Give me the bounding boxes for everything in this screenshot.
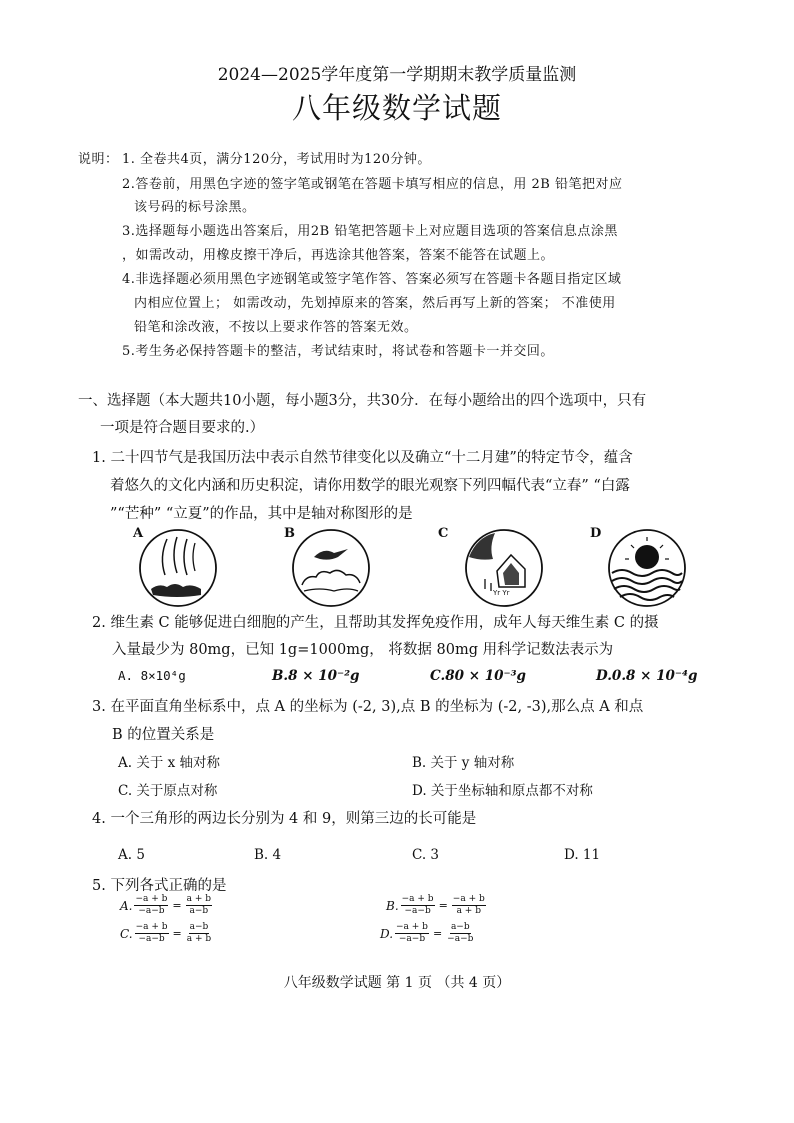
question-5-option-d: D. $\frac{-a + b}{-a-b}$ = $\frac{a-b}{-a-b}$ xyxy=(380,922,474,944)
figure-b-bailu xyxy=(290,527,372,609)
question-4-option-d: D. 11 xyxy=(564,847,601,863)
note-line: 1. 全卷共4页，满分120分，考试用时为120分钟。 xyxy=(122,152,431,167)
figure-label-a: A xyxy=(133,526,144,541)
question-4-option-b: B. 4 xyxy=(254,847,282,863)
note-line: 4.非选择题必须用黑色字迹钢笔或签字笔作答、答案必须写在答题卡各题目指定区域 xyxy=(122,272,622,287)
fraction: $\frac{-a + b}{-a-b}$ xyxy=(401,894,434,916)
figure-a-lichun xyxy=(137,527,219,609)
question-4-option-a: A. 5 xyxy=(118,847,145,863)
note-line: 该号码的标号涂黑。 xyxy=(134,200,256,215)
note-line: 2.答卷前，用黑色字迹的签字笔或钢笔在答题卡填写相应的信息，用 2B 铅笔把对应 xyxy=(122,177,623,192)
figure-label-b: B xyxy=(284,526,295,541)
question-2-option-b: B.8 × 10⁻²g xyxy=(272,668,360,684)
subject-title: 八年级数学试题 xyxy=(291,91,502,125)
note-line: 5.考生务必保持答题卡的整洁，考试结束时，将试卷和答题卡一并交回。 xyxy=(122,344,554,359)
exam-title: 2024—2025学年度第一学期期末教学质量监测 xyxy=(217,65,577,85)
question-4-text: 4. 一个三角形的两边长分别为 4 和 9，则第三边的长可能是 xyxy=(92,811,477,827)
fraction: $\frac{-a + b}{-a-b}$ xyxy=(135,894,168,916)
figure-c-mangzhong xyxy=(463,527,545,609)
notes-label: 说明： xyxy=(78,152,119,167)
question-2-text: 2. 维生素 C 能够促进白细胞的产生，且帮助其发挥免疫作用，成年人每天维生素 C 的摄 xyxy=(92,615,659,631)
question-3-option-d: D. 关于坐标轴和原点都不对称 xyxy=(412,783,593,799)
question-5-option-b: B. $\frac{-a + b}{-a-b}$ = $\frac{-a + b}{a + b}$ xyxy=(386,894,485,916)
question-3-text: 3. 在平面直角坐标系中，点 A 的坐标为 (-2, 3),点 B 的坐标为 (-2, -3),那么点 A 和点 xyxy=(92,699,644,715)
figure-label-c: C xyxy=(438,526,449,541)
fraction: $\frac{-a + b}{-a-b}$ xyxy=(396,922,428,944)
note-line: 3.选择题每小题选出答案后，用2B 铅笔把答题卡上对应题目选项的答案信息点涂黑 xyxy=(122,224,618,239)
section-heading-cont: 一项是符合题目要求的.） xyxy=(100,420,265,436)
section-heading: 一、选择题（本大题共10小题，每小题3分，共30分．在每小题给出的四个选项中，只有 xyxy=(78,393,647,409)
question-3-option-a: A. 关于 x 轴对称 xyxy=(118,755,221,771)
question-5-option-a: A. $\frac{-a + b}{-a-b}$ = $\frac{a + b}{a-b}$ xyxy=(120,894,212,916)
fraction: $\frac{-a + b}{a + b}$ xyxy=(452,894,485,916)
question-2-option-d: D.0.8 × 10⁻⁴g xyxy=(596,668,698,684)
question-4-option-c: C. 3 xyxy=(412,847,440,863)
question-1-text: 1. 二十四节气是我国历法中表示自然节律变化以及确立“十二月建”的特定节令，蕴含 xyxy=(92,450,633,466)
figure-d-lixia xyxy=(606,527,688,609)
question-2-text: 入量最少为 80mg，已知 1g=1000mg， 将数据 80mg 用科学记数法表示为 xyxy=(112,642,614,658)
question-5-option-c: C. $\frac{-a + b}{-a-b}$ = $\frac{a-b}{a + b}$ xyxy=(120,922,212,944)
question-2-option-a: A. 8×10⁴g xyxy=(118,668,186,683)
note-line: 内相应位置上； 如需改动，先划掉原来的答案，然后再写上新的答案； 不准使用 xyxy=(134,296,616,311)
note-line: ，如需改动，用橡皮擦干净后，再选涂其他答案，答案不能答在试题上。 xyxy=(122,248,555,263)
fraction: $\frac{a-b}{-a-b}$ xyxy=(447,922,474,944)
question-1-text: ”“芒种” “立夏”的作品，其中是轴对称图形的是 xyxy=(110,506,413,522)
svg-text:Yr Yr: Yr Yr xyxy=(493,589,510,597)
question-5-text: 5. 下列各式正确的是 xyxy=(92,878,227,894)
note-line: 铅笔和涂改液，不按以上要求作答的答案无效。 xyxy=(134,320,418,335)
question-1-text: 着悠久的文化内涵和历史积淀，请你用数学的眼光观察下列四幅代表“立春” “白露 xyxy=(110,478,630,494)
fraction: $\frac{-a + b}{-a-b}$ xyxy=(135,922,168,944)
figure-label-d: D xyxy=(590,526,602,541)
question-3-text: B 的位置关系是 xyxy=(112,727,215,743)
fraction: $\frac{a + b}{a-b}$ xyxy=(186,894,212,916)
question-2-option-c: C.80 × 10⁻³g xyxy=(430,668,526,684)
page-footer: 八年级数学试题 第 1 页 （共 4 页） xyxy=(283,975,511,991)
question-3-option-c: C. 关于原点对称 xyxy=(118,783,218,799)
fraction: $\frac{a-b}{a + b}$ xyxy=(186,922,212,944)
question-3-option-b: B. 关于 y 轴对称 xyxy=(412,755,515,771)
